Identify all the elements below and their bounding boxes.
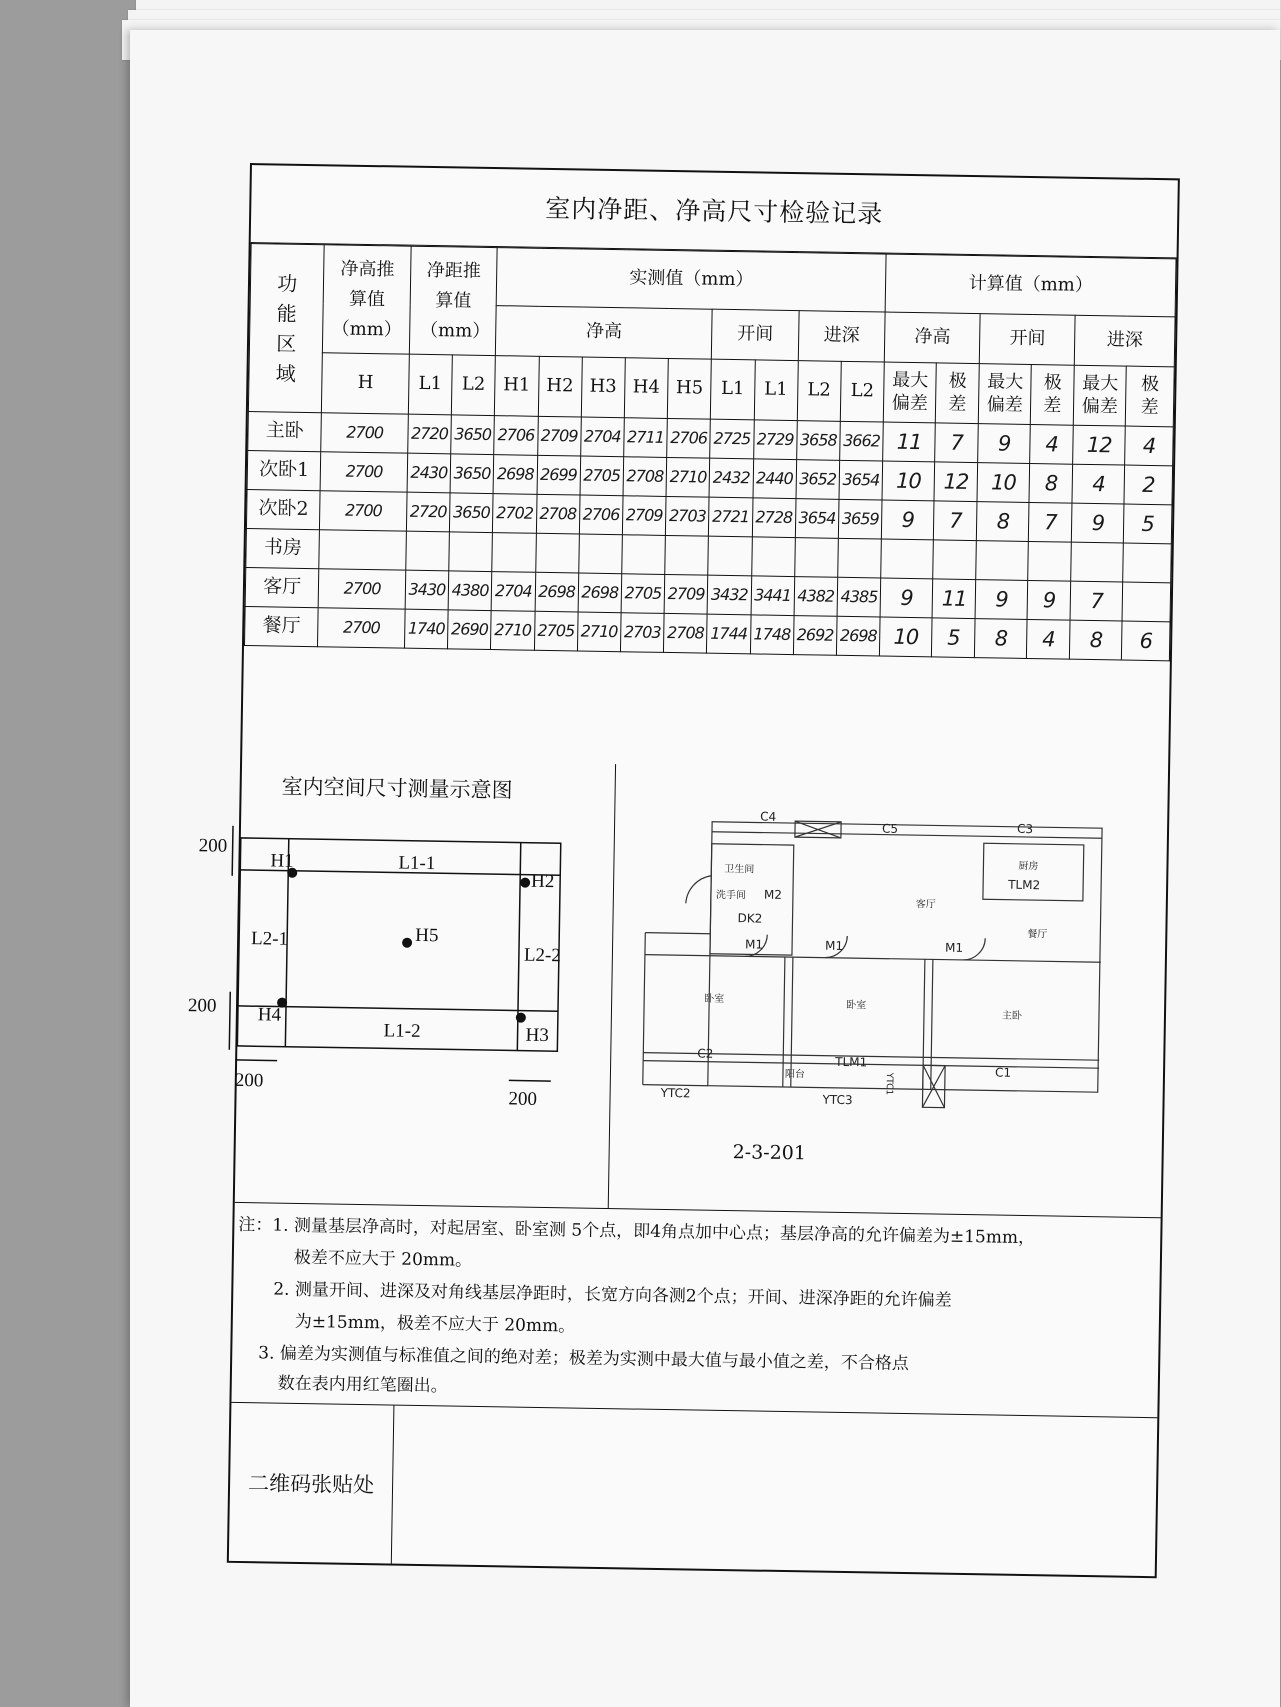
col-depth-maxdev: 最大偏差	[1074, 365, 1127, 426]
plan-master: 主卧	[1001, 1010, 1023, 1022]
col-height-maxdev: 最大偏差	[884, 362, 937, 423]
col-J2: L2	[840, 361, 884, 422]
dim-top-left: 200	[198, 835, 228, 857]
cell-H: 2700	[320, 491, 407, 531]
col-bay-maxdev: 最大偏差	[979, 364, 1032, 425]
cell-H4	[622, 535, 666, 575]
plan-caption: 2-3-201	[732, 1141, 807, 1165]
col-H1: H1	[495, 356, 539, 417]
cell-K2: 2729	[753, 420, 797, 460]
floor-plan	[621, 809, 1127, 1180]
cell-H3: 2705	[580, 456, 624, 496]
row-area-label: 书房	[246, 528, 320, 568]
cell-c1: 9	[882, 500, 934, 540]
cell-c5: 4	[1072, 464, 1124, 504]
cell-L2: 3650	[451, 415, 495, 455]
cell-H1	[492, 533, 536, 573]
row-area-label: 次卧1	[247, 451, 321, 491]
cell-K1: 2725	[710, 419, 754, 459]
cell-H2: 2708	[536, 494, 580, 534]
cell-L1: 2720	[406, 492, 450, 532]
cell-c1	[881, 539, 933, 579]
point-H5	[402, 938, 412, 948]
col-H5: H5	[667, 358, 711, 419]
cell-J2: 4385	[837, 577, 881, 617]
cell-J2: 3659	[838, 499, 882, 539]
cell-L2: 4380	[448, 571, 492, 611]
plan-M1-c: M1	[944, 940, 964, 955]
cell-H2: 2698	[535, 572, 579, 612]
cell-J1: 3654	[795, 499, 839, 539]
plan-C2: C2	[697, 1046, 714, 1061]
cell-H4: 2708	[623, 457, 667, 497]
cell-H5: 2709	[664, 574, 708, 614]
cell-c4: 4	[1027, 619, 1071, 659]
measurement-diagram	[187, 758, 615, 1204]
cell-H1: 2704	[491, 572, 535, 612]
cell-c2: 7	[933, 501, 977, 541]
cell-K1: 1744	[707, 614, 751, 654]
header-calculated: 计算值（mm）	[885, 254, 1176, 317]
row-area-label: 次卧2	[246, 489, 320, 529]
plan-YTC3: YTC3	[822, 1092, 853, 1108]
cell-J1	[794, 538, 838, 578]
cell-c6: 4	[1125, 426, 1173, 466]
form-title: 室内净距、净高尺寸检验记录	[251, 165, 1178, 258]
plan-TLM2: TLM2	[1008, 877, 1041, 893]
cell-c5: 7	[1070, 581, 1122, 621]
cell-c1: 11	[883, 422, 935, 462]
cell-c1: 10	[882, 461, 934, 501]
cell-c5	[1071, 542, 1123, 582]
cell-J1: 3652	[796, 460, 840, 500]
note-1-cont: 极差不应大于 20mm。	[293, 1247, 473, 1271]
dim-bottom-left-h: 200	[234, 1069, 264, 1092]
col-H2: H2	[538, 356, 582, 417]
plan-C4: C4	[760, 809, 777, 824]
col-K1: L1	[711, 359, 755, 420]
cell-J2	[838, 538, 882, 578]
label-H1: H1	[270, 850, 294, 872]
cell-L1: 3430	[405, 570, 449, 610]
cell-K2: 1748	[750, 615, 794, 655]
cell-c4: 4	[1030, 424, 1074, 464]
cell-c3: 8	[975, 619, 1027, 659]
diagram-section	[187, 758, 1168, 1218]
plan-kitchen: 厨房	[1018, 860, 1039, 873]
cell-c3: 9	[978, 424, 1030, 464]
header-calc-bay: 开间	[980, 314, 1076, 366]
cell-L2	[449, 532, 493, 572]
col-H3: H3	[581, 357, 625, 418]
cell-H3: 2710	[577, 612, 621, 652]
point-H2	[520, 878, 530, 888]
col-depth-range: 极差	[1125, 366, 1174, 427]
cell-H3	[578, 534, 622, 574]
col-K2: L1	[754, 360, 798, 421]
cell-H2: 2709	[537, 416, 581, 456]
plan-M2: M2	[763, 887, 783, 902]
header-measured-depth: 进深	[798, 311, 885, 362]
cell-H2	[535, 533, 579, 573]
cell-H5: 2706	[667, 418, 711, 458]
label-L1-2: L1-2	[383, 1020, 421, 1042]
cell-H3: 2698	[578, 573, 622, 613]
cell-c2: 5	[932, 618, 976, 658]
plan-wash: 洗手间	[715, 889, 747, 902]
note-2-cont: 为±15mm，极差不应大于 20mm。	[294, 1311, 576, 1337]
cell-L2: 3650	[450, 454, 494, 494]
col-bay-range: 极差	[1030, 364, 1074, 425]
cell-H1: 2698	[493, 455, 537, 495]
row-area-label: 餐厅	[244, 606, 318, 646]
plan-M1-a: M1	[744, 937, 764, 952]
plan-dining: 餐厅	[1027, 928, 1048, 941]
cell-c5: 8	[1070, 620, 1122, 660]
col-height-range: 极差	[935, 363, 979, 424]
note-3: 3. 偏差为实测值与标准值之间的绝对差；极差为实测中最大值与最小值之差，不合格点	[258, 1343, 909, 1375]
plan-M1-b: M1	[824, 938, 844, 953]
cell-L1	[406, 531, 450, 571]
cell-c2: 12	[934, 462, 978, 502]
cell-H3: 2706	[579, 495, 623, 535]
cell-c3: 9	[975, 580, 1027, 620]
cell-K2: 2440	[753, 459, 797, 499]
cell-K2: 3441	[751, 576, 795, 616]
header-measured: 实测值（mm）	[496, 248, 886, 312]
cell-J2: 3654	[839, 460, 883, 500]
qr-label: 二维码张贴处	[229, 1403, 395, 1564]
cell-c4	[1028, 541, 1072, 581]
cell-L1: 2430	[407, 453, 451, 493]
cell-J1: 3658	[796, 421, 840, 461]
cell-H2: 2699	[537, 455, 581, 495]
cell-L2: 2690	[448, 610, 492, 650]
cell-K2	[751, 537, 795, 577]
cell-c4: 9	[1027, 580, 1071, 620]
cell-H1: 2702	[493, 494, 537, 534]
label-L2-1: L2-1	[250, 928, 289, 950]
plan-living: 客厅	[915, 899, 936, 911]
col-L1: L1	[408, 354, 452, 415]
row-area-label: 主卧	[248, 412, 322, 452]
label-H3: H3	[525, 1024, 549, 1047]
cell-c5: 9	[1072, 503, 1124, 543]
header-measured-bay: 开间	[712, 309, 799, 360]
label-L1-1: L1-1	[398, 852, 436, 875]
cell-H: 2700	[319, 569, 406, 609]
plan-bedroom-2: 卧室	[846, 1000, 867, 1012]
cell-H5: 2710	[666, 457, 710, 497]
cell-J1: 2692	[793, 616, 837, 656]
cell-K1	[708, 536, 752, 576]
inspection-form	[187, 163, 1180, 1578]
plan-YTC1: YTC1	[883, 1072, 895, 1096]
header-func-area: 功能区域	[248, 244, 324, 413]
dim-bottom-right-h: 200	[508, 1088, 538, 1110]
cell-H: 2700	[321, 413, 408, 453]
cell-H5: 2703	[665, 496, 709, 536]
cell-H4: 2709	[622, 496, 666, 536]
cell-c6: 2	[1124, 465, 1172, 505]
cell-H4: 2703	[620, 613, 664, 653]
cell-H	[319, 530, 406, 570]
cell-H4: 2705	[621, 574, 665, 614]
plan-C3: C3	[1016, 821, 1034, 837]
cell-c1: 9	[880, 578, 932, 618]
cell-K1: 3432	[707, 575, 751, 615]
cell-c3: 10	[977, 463, 1029, 503]
label-H5: H5	[415, 924, 439, 947]
header-calc-depth: 进深	[1075, 315, 1175, 367]
cell-H5: 2708	[664, 613, 708, 653]
cell-L2: 3650	[449, 493, 493, 533]
plan-TLM1: TLM1	[835, 1054, 868, 1070]
plan-C1: C1	[994, 1065, 1012, 1080]
cell-c6	[1123, 543, 1171, 583]
cell-K2: 2728	[752, 498, 796, 538]
cell-c4: 8	[1029, 463, 1073, 503]
note-3-cont: 数在表内用红笔圈出。	[277, 1373, 448, 1397]
plan-DK2: DK2	[737, 911, 763, 926]
cell-c5: 12	[1073, 425, 1125, 465]
header-calc-height: 净高	[885, 312, 981, 364]
cell-J1: 4382	[794, 577, 838, 617]
label-H4: H4	[257, 1004, 282, 1026]
cell-L1: 1740	[404, 609, 448, 649]
col-L2: L2	[451, 355, 495, 416]
cell-c3	[976, 541, 1028, 581]
cell-c3: 8	[977, 502, 1029, 542]
cell-H1: 2706	[494, 416, 538, 456]
diagram-title: 室内空间尺寸测量示意图	[281, 774, 513, 803]
notes-section	[231, 1203, 1160, 1418]
cell-c2: 7	[935, 423, 979, 463]
plan-YTC2: YTC2	[660, 1085, 691, 1101]
cell-L1: 2720	[408, 414, 452, 454]
plan-balcony: 阳台	[784, 1068, 806, 1081]
label-H2: H2	[530, 870, 555, 893]
cell-J2: 3662	[840, 421, 884, 461]
cell-H1: 2710	[491, 611, 535, 651]
cell-c6: 5	[1124, 504, 1172, 544]
note-1: 注：1. 测量基层净高时，对起居室、卧室测 5个点，即4角点加中心点；基层净高的允许偏差为±15mm，	[238, 1214, 1036, 1249]
header-h-estimate: 净高推算值（mm）	[323, 245, 411, 354]
plan-bedroom-1: 卧室	[704, 993, 725, 1005]
cell-H: 2700	[318, 608, 405, 648]
header-l-estimate: 净距推算值（mm）	[409, 246, 497, 355]
cell-c4: 7	[1028, 502, 1072, 542]
cell-c2	[933, 540, 977, 580]
cell-H4: 2711	[624, 418, 668, 458]
cell-K1: 2432	[709, 458, 753, 498]
cell-c2: 11	[932, 579, 976, 619]
qr-section	[229, 1403, 1157, 1576]
cell-H3: 2704	[580, 417, 624, 457]
dim-bottom-left: 200	[187, 995, 217, 1017]
cell-c6: 6	[1122, 621, 1170, 661]
cell-H2: 2705	[534, 611, 578, 651]
plan-C5: C5	[881, 821, 899, 836]
col-H: H	[322, 353, 409, 414]
col-H4: H4	[624, 358, 668, 419]
note-2: 2. 测量开间、进深及对角线基层净距时，长宽方向各测2个点；开间、进深净距的允许偏差	[273, 1279, 952, 1311]
cell-J2: 2698	[836, 616, 880, 656]
col-J1: L2	[797, 361, 841, 422]
header-measured-height: 净高	[496, 306, 713, 360]
measurement-table	[244, 243, 1177, 661]
plan-wc: 卫生间	[724, 863, 755, 876]
cell-K1: 2721	[709, 497, 753, 537]
cell-H5	[665, 535, 709, 575]
cell-c6	[1122, 582, 1170, 622]
cell-c1: 10	[880, 617, 932, 657]
label-L2-2: L2-2	[523, 944, 562, 967]
cell-H: 2700	[321, 452, 408, 492]
row-area-label: 客厅	[245, 567, 319, 607]
